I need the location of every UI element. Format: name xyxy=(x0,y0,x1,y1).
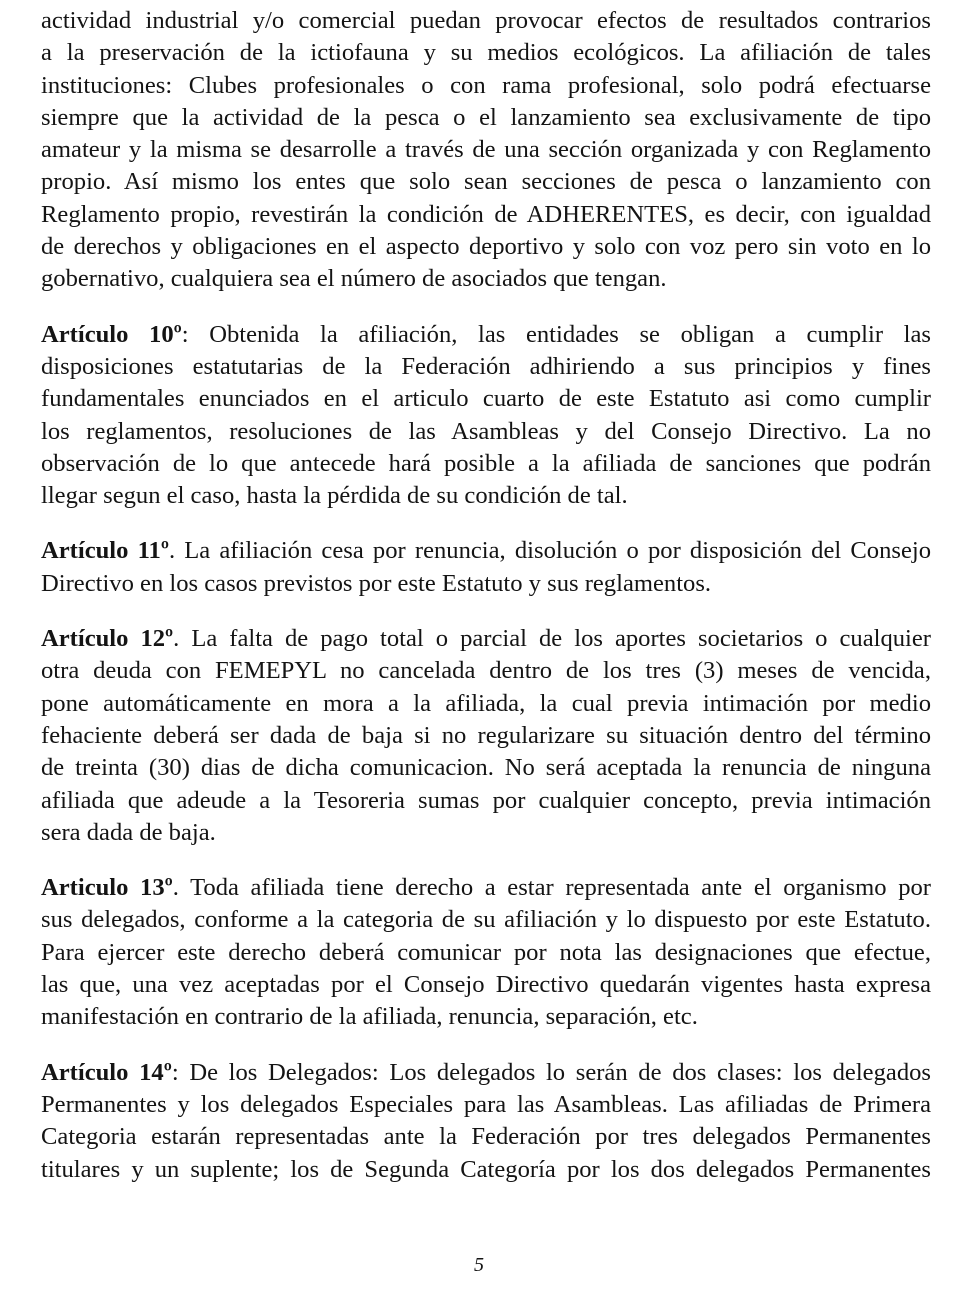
paragraph-articulo-10 xyxy=(41,319,931,513)
text-line-first xyxy=(41,872,931,904)
text-line-first xyxy=(41,623,931,655)
text-line: propio. Así mismo los entes que solo sean secciones de pesca o lanzamiento con xyxy=(41,168,931,196)
text-line: los reglamentos, resoluciones de las Asambleas y del Consejo Directivo. La no xyxy=(41,417,931,445)
text-line: Para ejercer este derecho deberá comunicar por nota las designaciones que efectue, xyxy=(41,938,931,966)
paragraph-gap xyxy=(41,1034,931,1057)
text-line: Permanentes y los delegados Especiales para las Asambleas. Las afiliadas de Primera xyxy=(41,1090,931,1118)
text-line: manifestación en contrario de la afiliada, renuncia, separación, etc. xyxy=(41,1003,698,1031)
paragraph-articulo-11 xyxy=(41,535,931,600)
article-heading: Artículo 11º xyxy=(41,537,169,565)
text-line: pone automáticamente en mora a la afiliada, la cual previa intimación por medio xyxy=(41,689,931,717)
article-heading: Articulo 13º xyxy=(41,874,173,902)
text-line: instituciones: Clubes profesionales o con rama profesional, solo podrá efectuarse xyxy=(41,71,931,99)
text-run: . Toda afiliada tiene derecho a estar representada ante el organismo por xyxy=(172,874,931,902)
text-line: fundamentales enunciados en el articulo cuarto de este Estatuto asi como cumplir xyxy=(41,385,931,413)
paragraph-articulo-13 xyxy=(41,872,931,1033)
text-line: a la preservación de la ictiofauna y su medios ecológicos. La afiliación de tales xyxy=(41,39,931,67)
text-line: de treinta (30) dias de dicha comunicacion. No será aceptada la renuncia de ninguna xyxy=(41,754,931,782)
text-line: amateur y la misma se desarrolle a través de una sección organizada y con Reglamento xyxy=(41,136,931,164)
page-number: 5 xyxy=(474,1254,484,1276)
text-line-first xyxy=(41,535,931,567)
text-line: sus delegados, conforme a la categoria de su afiliación y lo dispuesto por este Estatuto. xyxy=(41,906,931,934)
text-line-first xyxy=(41,1057,931,1089)
paragraph-articulo-12 xyxy=(41,623,931,849)
text-line: fehaciente deberá ser dada de baja si no regularizare su situación dentro del término xyxy=(41,721,931,749)
text-line: gobernativo, cualquiera sea el número de asociados que tengan. xyxy=(41,265,667,293)
text-line-first xyxy=(41,319,931,351)
paragraph-gap xyxy=(41,600,931,623)
text-line: otra deuda con FEMEPYL no cancelada dentro de los tres (3) meses de vencida, xyxy=(41,657,931,685)
text-line: de derechos y obligaciones en el aspecto deportivo y solo con voz pero sin voto en lo xyxy=(41,233,931,261)
text-run: : De los Delegados: Los delegados lo serán de dos clases: los delegados xyxy=(171,1058,931,1086)
text-line: afiliada que adeude a la Tesoreria sumas por cualquier concepto, previa intimación xyxy=(41,786,931,814)
paragraph-gap xyxy=(41,849,931,872)
text-line: las que, una vez aceptadas por el Consejo Directivo quedarán vigentes hasta expresa xyxy=(41,971,931,999)
text-line: siempre que la actividad de la pesca o el lanzamiento sea exclusivamente de tipo xyxy=(41,103,931,131)
text-line: Categoria estarán representadas ante la Federación por tres delegados Permanentes xyxy=(41,1123,931,1151)
text-run: . La falta de pago total o parcial de los aportes societarios o cualquier xyxy=(173,625,931,653)
text-line: sera dada de baja. xyxy=(41,818,216,846)
paragraph-articulo-14 xyxy=(41,1057,931,1186)
text-line: Reglamento propio, revestirán la condición de ADHERENTES, es decir, con igualdad xyxy=(41,200,931,228)
paragraph-continuation xyxy=(41,5,931,296)
text-line: llegar segun el caso, hasta la pérdida de su condición de tal. xyxy=(41,482,628,510)
document-page xyxy=(41,5,931,1186)
article-heading: Artículo 10º xyxy=(41,320,182,348)
text-line: actividad industrial y/o comercial puedan provocar efectos de resultados contrarios xyxy=(41,7,931,34)
text-run: : Obtenida la afiliación, las entidades se obligan a cumplir las xyxy=(181,320,931,348)
paragraph-gap xyxy=(41,512,931,535)
article-heading: Artículo 14º xyxy=(41,1058,172,1086)
article-heading: Artículo 12º xyxy=(41,625,174,653)
text-line: observación de lo que antecede hará posible a la afiliada de sanciones que podrán xyxy=(41,449,931,477)
text-line: titulares y un suplente; los de Segunda Categoría por los dos delegados Permanentes xyxy=(41,1155,931,1183)
text-run: . La afiliación cesa por renuncia, disolución o por disposición del Consejo xyxy=(168,537,931,565)
paragraph-gap xyxy=(41,296,931,319)
text-line: disposiciones estatutarias de la Federación adhiriendo a sus principios y fines xyxy=(41,352,931,380)
text-line: Directivo en los casos previstos por este Estatuto y sus reglamentos. xyxy=(41,569,712,597)
